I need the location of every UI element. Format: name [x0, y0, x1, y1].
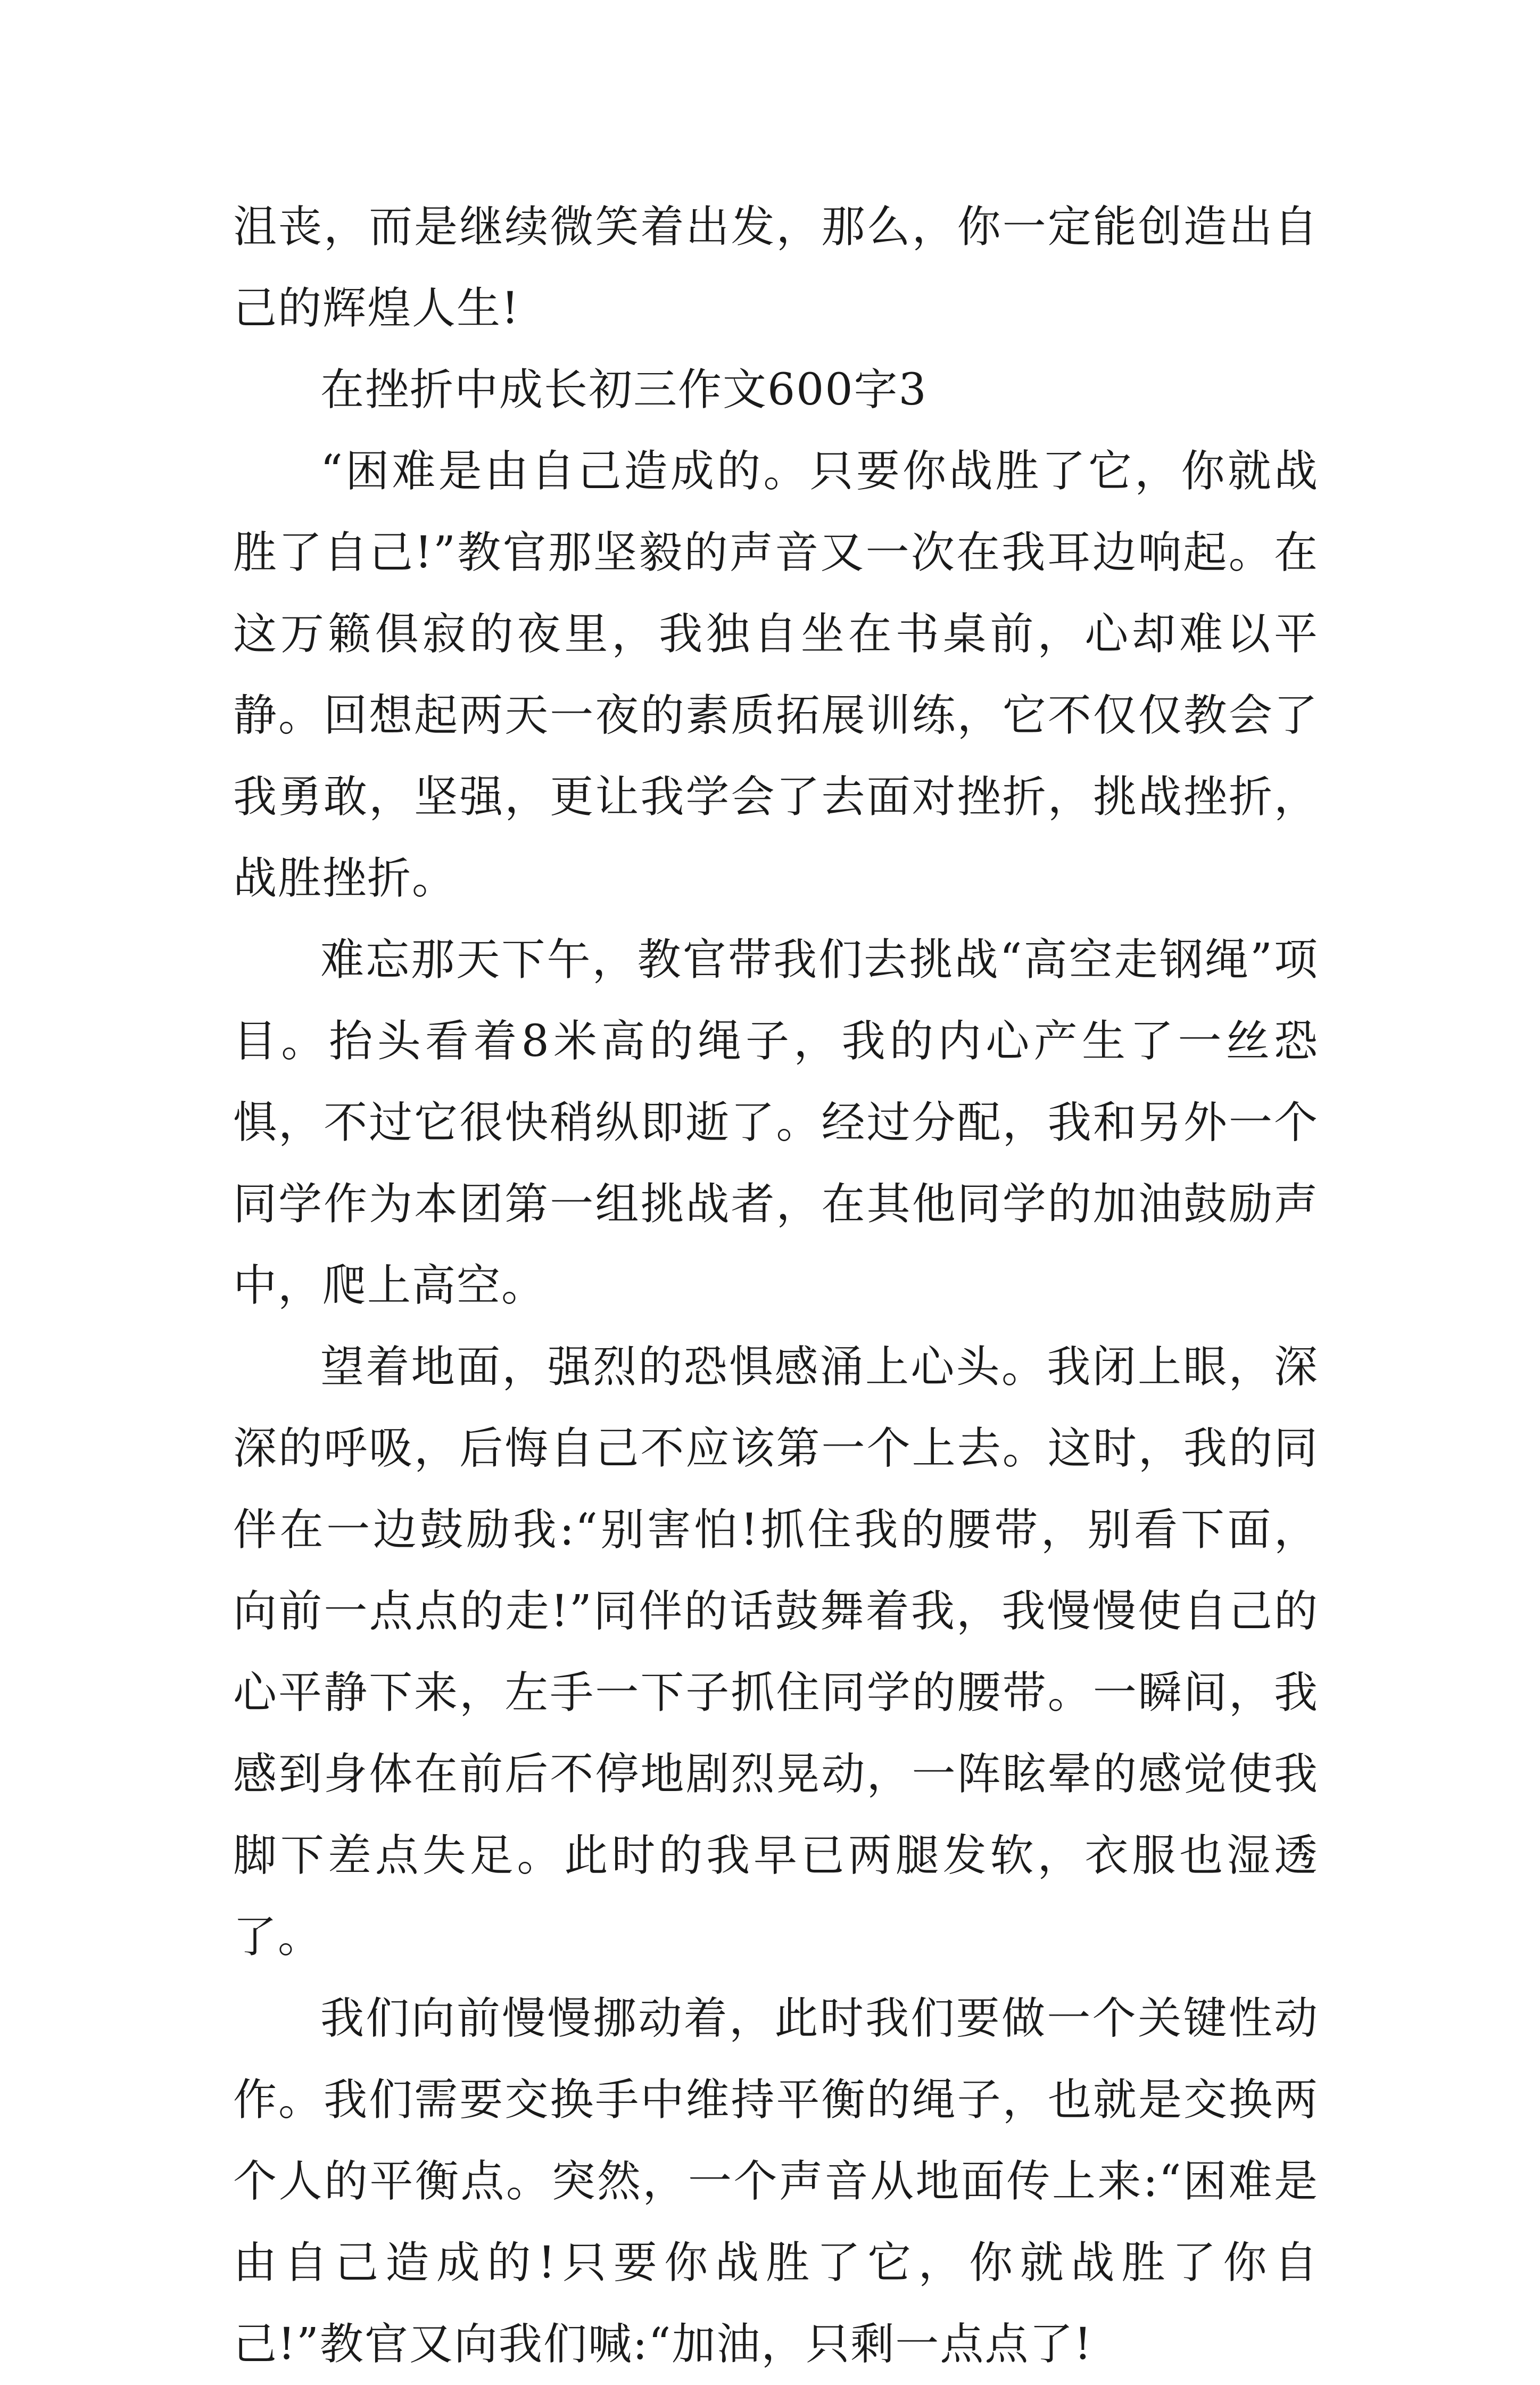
paragraph-2: “困难是由自己造成的。只要你战胜了它，你就战胜了自己!”教官那坚毅的声音又一次在我耳边响起。在这万籁俱寂的夜里，我独自坐在书桌前，心却难以平静。回想起两天一夜的素质拓展训练，它不仅仅教会了我勇敢，坚强，更让我学会了去面对挫折，挑战挫折，战胜挫折。	[233, 446, 1319, 904]
section-heading: 在挫折中成长初三作文600字3	[320, 365, 928, 415]
paragraph-1: 沮丧，而是继续微笑着出发，那么，你一定能创造出自己的辉煌人生!	[233, 202, 1319, 334]
paragraph-3: 难忘那天下午，教官带我们去挑战“高空走钢绳”项目。抬头看着8米高的绳子，我的内心产生了一丝恐惧，不过它很快稍纵即逝了。经过分配，我和另外一个同学作为本团第一组挑战者，在其他同学的加油鼓励声中，爬上高空。	[233, 935, 1319, 1311]
document-body	[233, 186, 1319, 2385]
paragraph-5: 我们向前慢慢挪动着，此时我们要做一个关键性动作。我们需要交换手中维持平衡的绳子，也就是交换两个人的平衡点。突然，一个声音从地面传上来:“困难是由自己造成的!只要你战胜了它，你就战胜了你自己!”教官又向我们喊:“加油，只剩一点点了!	[233, 1993, 1319, 2370]
paragraph-4: 望着地面，强烈的恐惧感涌上心头。我闭上眼，深深的呼吸，后悔自己不应该第一个上去。这时，我的同伴在一边鼓励我:“别害怕!抓住我的腰带，别看下面，向前一点点的走!”同伴的话鼓舞着我，我慢慢使自己的心平静下来，左手一下子抓住同学的腰带。一瞬间，我感到身体在前后不停地剧烈晃动，一阵眩晕的感觉使我脚下差点失足。此时的我早已两腿发软，衣服也湿透了。	[233, 1342, 1319, 1962]
